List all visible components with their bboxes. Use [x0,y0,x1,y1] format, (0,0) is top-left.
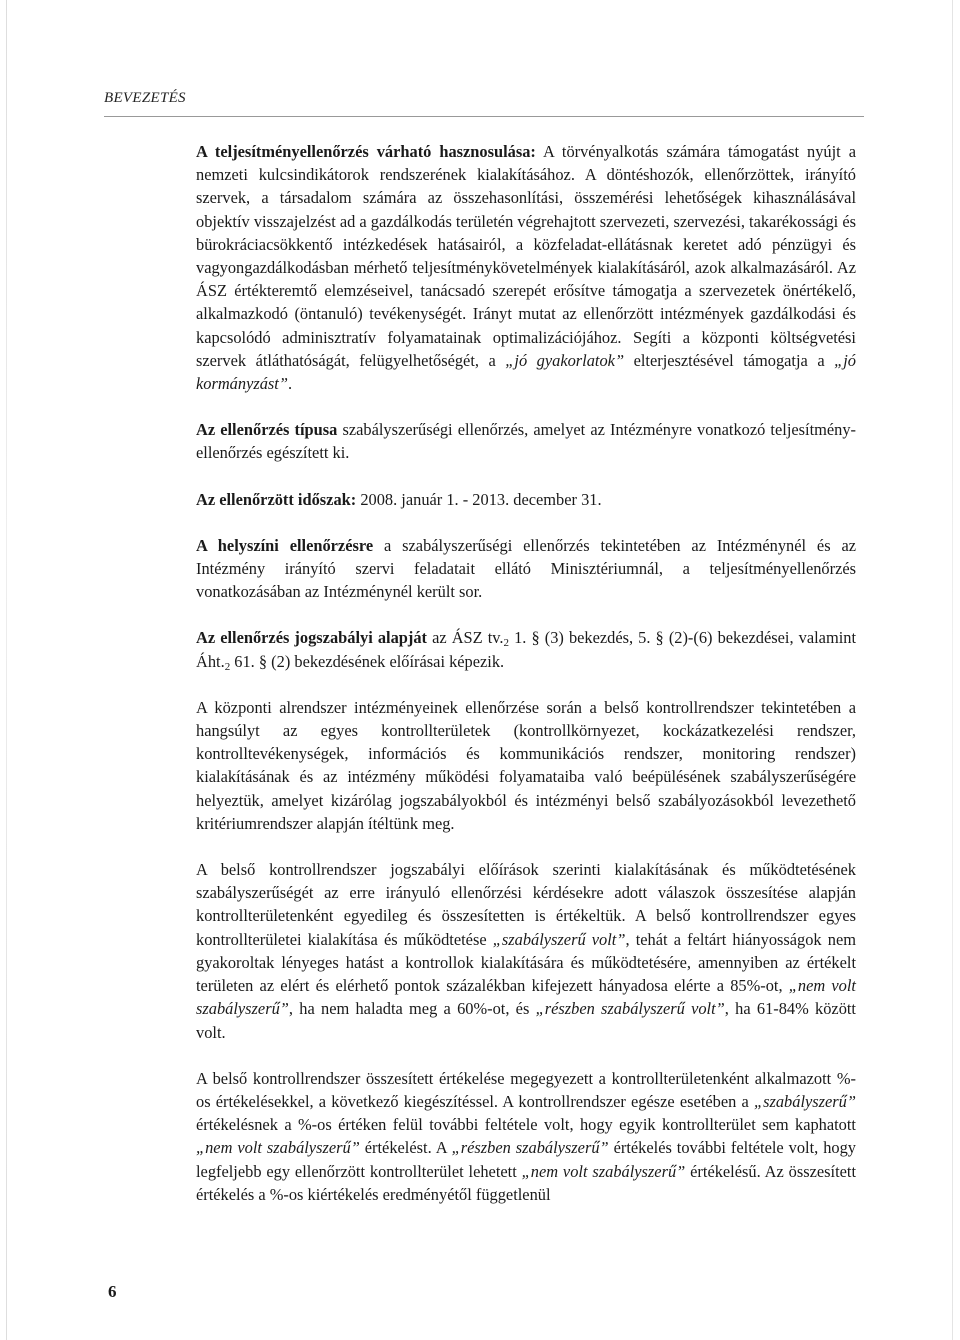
paragraph-internal-control-focus: A központi alrendszer intézményeinek ellenőrzése során a belső kontrollrendszer tekintetében a hangsúlyt az egyes kontrollterületek (kontrollkörnyezet, kockázatkezelési rendszer, kontrolltevékenységek, információs és kommunikációs rendszer, monitoring rendszer) kialakításának és az intézmény működési folyamataiba való beépülésének szabályszerűségére helyeztük, amelyet kizárólag jogszabályokból és intézményi belső szabályozásokból levezethető kritériumrendszer alapján ítéltünk meg. [196,697,856,833]
paragraph-lead: A helyszíni ellenőrzésre [196,535,374,555]
scan-edge-left [6,0,7,1340]
header-divider [104,116,864,117]
paragraph-expected-utilization: A teljesítményellenőrzés várható hasznosulása: A törvényalkotás számára támogatást nyújt a nemzeti kulcsindikátorok rendszerének kialakításához. A döntéshozók, ellenőrzöttek, irányító szervek, a társadalom számára az összehasonlítási, összemérési lehetőségek kihasználásával objektív visszajelzést ad a gazdálkodás területén végrehajtott szervezeti, szervezési, takarékossági és bürokráciacsökkentő intézkedések hatásairól, a közfeladat-ellátásnak keretet adó pénzügyi és vagyongazdálkodásban mérhető teljesítménykövetelmények kialakításáról, azok alkalmazásáról. Az ÁSZ értékteremtő elemzéseivel, tanácsadó szerepét erősítve támogatja a szervezetek önértékelő, alkalmazkodó (öntanuló) tevékenységét. Irányt mutat az ellenőrzött intézmények gazdálkodási és kapcsolódó adminisztratív folyamatainak optimalizációjához. Segíti a központi költségvetési szervek átláthatóságát, felügyelhetőségét, a „jó gyakorlatok” elterjesztésével támogatja a „jó kormányzást”. [196,142,856,394]
document-body [196,140,856,1229]
paragraph-control-evaluation: A belső kontrollrendszer jogszabályi előírások szerinti kialakításának és működtetésének szabályszerűségét az erre irányuló ellenőrzési kérdésekre adott válaszok összesítése alapján kontrollterületenként egyedileg és összesítetten is értékeltük. A belső kontrollrendszer egyes kontrollterületei kialakítása és működtetése „szabályszerű volt”, tehát a feltárt hiányosságok nem gyakoroltak lényeges hatást a kontrollok kialakítására és működtetésére, amennyiben az értékelt területen az elért és elérhető pontok százalékban kifejezett hányadosa elérte a 85%-ot, „nem volt szabályszerű”, ha nem haladta meg a 60%-ot, és „részben szabályszerű volt”, ha 61-84% között volt. [196,860,856,1042]
paragraph-lead: Az ellenőrzés típusa [196,420,338,440]
quoted-term: „szabályszerű volt” [492,929,626,949]
quoted-term: „nem volt szabályszerű” [521,1161,686,1181]
quoted-term: „jó gyakorlatok” [505,350,625,370]
quoted-term: „részben szabályszerű” [451,1138,609,1158]
paragraph-lead: A teljesítményellenőrzés várható hasznosulása: [196,142,536,161]
quoted-term: „nem volt szabályszerű” [196,976,856,1019]
page-number: 6 [108,1282,117,1301]
section-header: BEVEZETÉS [104,90,186,106]
paragraph-legal-basis: Az ellenőrzés jogszabályi alapját az ÁSZ $tv._2$ 1. § (3) bekezdés, 5. § (2)-(6) bekezdései, valamint $Áht._2$ 61. § (2) bekezdésének előírásai képezik. [196,628,856,673]
quoted-term: „részben szabályszerű volt” [535,999,725,1019]
quoted-term: „nem volt szabályszerű” [196,1138,360,1158]
quoted-term: „szabályszerű” [753,1091,856,1111]
scan-edge-right [952,0,953,1340]
paragraph-audit-type: Az ellenőrzés típusa szabályszerűségi ellenőrzés, amelyet az Intézményre vonatkozó teljesítmény-ellenőrzés egészített ki. [196,420,857,463]
quoted-term: „jó kormányzást” [196,350,856,394]
paragraph-lead: Az ellenőrzés jogszabályi alapját [196,628,427,648]
paragraph-audit-period: Az ellenőrzött időszak: 2008. január 1. - 2013. december 31. [196,489,602,509]
paragraph-onsite-audit: A helyszíni ellenőrzésre a szabályszerűségi ellenőrzés tekintetében az Intézménynél és az Intézmény irányító szervi feladatait ellátó Minisztériumnál, a teljesítményellenőrzés vonatkozásában az Intézménynél került sor. [196,535,856,602]
paragraph-lead: Az ellenőrzött időszak: [196,489,357,509]
paragraph-summary-evaluation: A belső kontrollrendszer összesített értékelése megegyezett a kontrollterületenként alkalmazott %-os értékelésekkel, a következő kiegészítéssel. A kontrollrendszer egésze esetében a „szabályszerű” értékelésnek a %-os értéken felül további feltétele volt, hogy egyik kontrollterület sem kaphatott „nem volt szabályszerű” értékelést. A „részben szabályszerű” értékelés további feltétele volt, hogy legfeljebb egy ellenőrzött kontrollterület lehetett „nem volt szabályszerű” értékelésű. Az összesített értékelés a %-os kiértékelés eredményétől függetlenül [196,1068,857,1204]
